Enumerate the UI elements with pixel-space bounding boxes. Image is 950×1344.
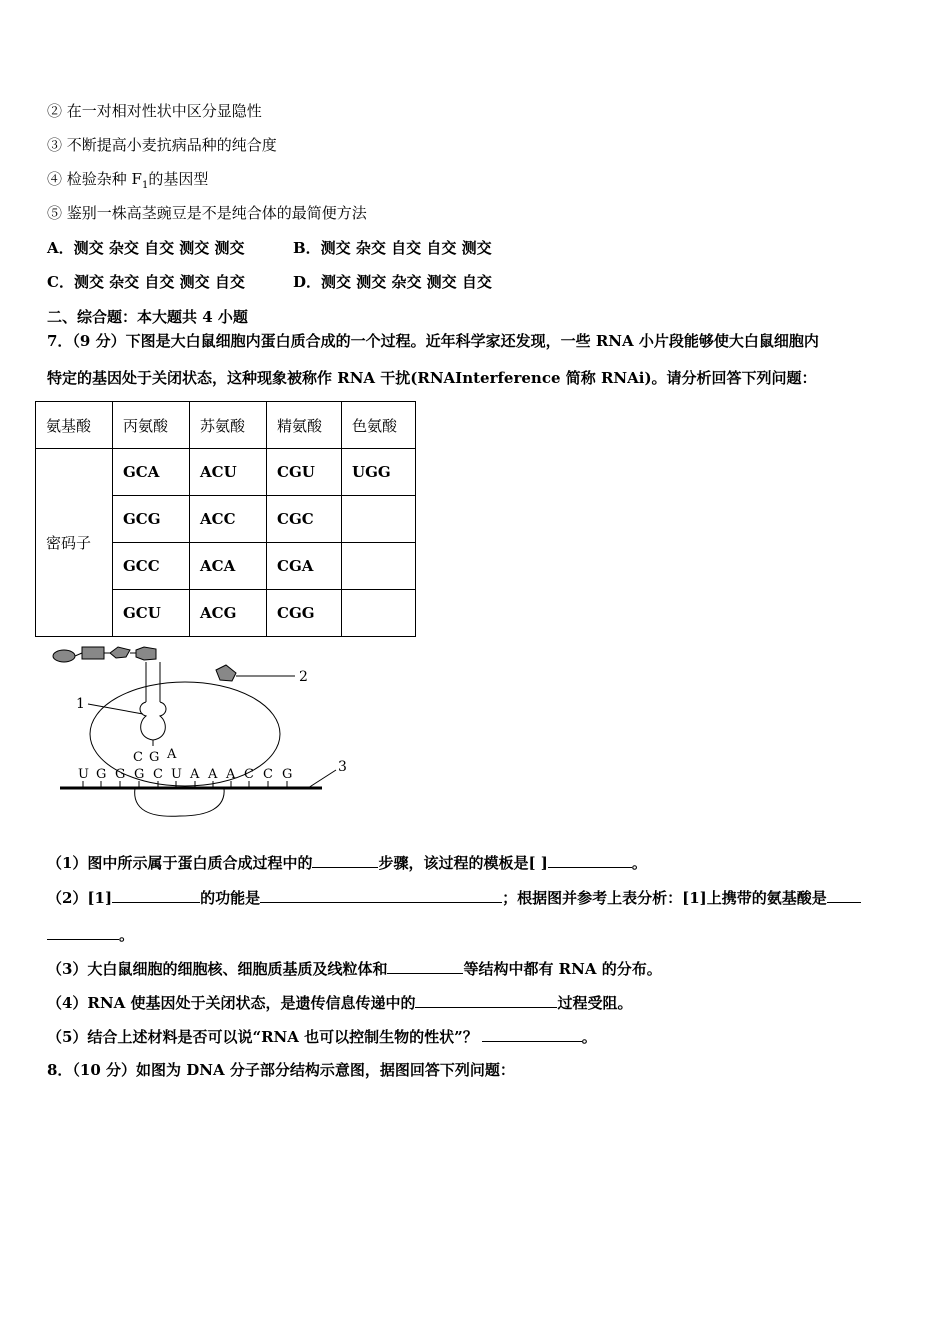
table-row — [36, 449, 416, 496]
codon-cell: ACC — [190, 496, 267, 543]
q7-sub5-text: （5）结合上述材料是否可以说“RNA 也可以控制生物的性状”？ — [47, 1028, 478, 1046]
answer-blank[interactable] — [827, 886, 861, 903]
q7-sub3-text: （3）大白鼠细胞的细胞核、细胞质基质及线粒体和 — [47, 960, 388, 978]
q7-sub2 — [47, 886, 861, 908]
q7-sub2-text: （2）[1] — [47, 889, 113, 907]
q7-intro-line2: 特定的基因处于关闭状态，这种现象被称作 RNA 干扰(RNAInterference 简称 RNAi)。请分析回答下列问题： — [47, 369, 817, 387]
mrna-base: U — [171, 767, 182, 782]
choice-c: C．测交 杂交 自交 测交 自交 — [47, 273, 245, 291]
codon-cell: GCA — [113, 449, 190, 496]
option-5: ⑤ 鉴别一株高茎豌豆是不是纯合体的最简便方法 — [47, 204, 367, 222]
q7-sub5 — [47, 1025, 597, 1047]
q7-sub4-text: （4）RNA 使基因处于关闭状态，是遗传信息传递中的 — [47, 994, 416, 1012]
q7-intro-line1: 7．（9 分）下图是大白鼠细胞内蛋白质合成的一个过程。近年科学家还发现，一些 RNA 小片段能够使大白鼠细胞内 — [47, 332, 819, 350]
choice-d: D．测交 测交 杂交 测交 自交 — [293, 273, 492, 291]
codon-cell: CGC — [267, 496, 342, 543]
answer-blank[interactable] — [482, 1025, 582, 1042]
label-1-leader — [88, 704, 143, 714]
choice-b: B．测交 杂交 自交 自交 测交 — [293, 239, 492, 257]
codon-cell: CGU — [267, 449, 342, 496]
q7-sub4 — [47, 991, 633, 1013]
amino-acid-shape — [136, 647, 156, 660]
header-cell: 丙氨酸 — [113, 402, 190, 449]
codon-cell: ACA — [190, 543, 267, 590]
peptide-chain — [53, 647, 156, 662]
option-2: ② 在一对相对性状中区分显隐性 — [47, 102, 262, 120]
answer-blank[interactable] — [387, 957, 463, 974]
option-4-text: ④ 检验杂种 F — [47, 170, 142, 188]
anticodon-base: C — [133, 750, 143, 765]
codon-cell: UGG — [342, 449, 416, 496]
q7-sub1 — [47, 851, 647, 873]
row-label-cell: 密码子 — [36, 449, 113, 637]
codon-cell — [342, 543, 416, 590]
option-4-suffix: 的基因型 — [148, 170, 209, 188]
anticodon — [133, 747, 177, 765]
q7-sub2-cont — [47, 923, 134, 945]
answer-blank[interactable] — [548, 851, 632, 868]
header-cell: 氨基酸 — [36, 402, 113, 449]
answer-blank[interactable] — [47, 923, 119, 940]
mrna-base: C — [244, 767, 254, 782]
label-2: 2 — [299, 669, 308, 685]
amino-acid-shape — [53, 650, 75, 662]
q7-sub3-text2: 等结构中都有 RNA 的分布。 — [463, 960, 662, 978]
amino-acid-shape — [110, 647, 130, 658]
ribosome-small-subunit — [135, 788, 224, 816]
answer-blank[interactable] — [112, 886, 200, 903]
label-1: 1 — [76, 696, 85, 712]
mrna-base: G — [115, 767, 126, 782]
translation-diagram — [40, 640, 360, 820]
mrna-base: A — [226, 767, 236, 782]
q7-sub2-end: 。 — [119, 926, 135, 944]
codon-cell: CGG — [267, 590, 342, 637]
q7-sub1-end: 。 — [631, 854, 647, 872]
codon-cell: CGA — [267, 543, 342, 590]
peptide-bond — [75, 653, 82, 656]
mrna-bases — [78, 767, 292, 782]
codon-cell: ACU — [190, 449, 267, 496]
codon-cell: GCC — [113, 543, 190, 590]
amino-acid-shape — [82, 647, 104, 659]
mrna-base: C — [263, 767, 273, 782]
free-amino-acid — [216, 665, 236, 681]
answer-blank[interactable] — [415, 991, 557, 1008]
header-cell: 色氨酸 — [342, 402, 416, 449]
q7-sub2-text2: 的功能是 — [200, 889, 261, 907]
f1-subscript: 1 — [141, 180, 149, 191]
codon-cell — [342, 590, 416, 637]
label-3-leader — [308, 770, 336, 788]
mrna-base: A — [208, 767, 218, 782]
mrna-base: G — [134, 767, 145, 782]
label-3: 3 — [338, 759, 347, 775]
q7-sub1-text: （1）图中所示属于蛋白质合成过程中的 — [47, 854, 313, 872]
q7-sub3 — [47, 957, 662, 979]
answer-blank[interactable] — [260, 886, 502, 903]
option-3: ③ 不断提高小麦抗病品种的纯合度 — [47, 136, 277, 154]
choice-a — [47, 238, 245, 258]
header-cell: 精氨酸 — [267, 402, 342, 449]
trna-loop — [140, 702, 166, 740]
mrna-base: C — [153, 767, 163, 782]
codon-table — [35, 401, 416, 637]
anticodon-base: A — [167, 747, 177, 762]
header-cell: 苏氨酸 — [190, 402, 267, 449]
table-header-row — [36, 402, 416, 449]
answer-blank[interactable] — [312, 851, 378, 868]
codon-cell: GCG — [113, 496, 190, 543]
codon-cell: ACG — [190, 590, 267, 637]
codon-cell — [342, 496, 416, 543]
codon-cell: GCU — [113, 590, 190, 637]
q7-sub1-text2: 步骤，该过程的模板是[ ] — [378, 854, 548, 872]
q8-intro: 8．（10 分）如图为 DNA 分子部分结构示意图，据图回答下列问题： — [47, 1061, 515, 1079]
anticodon-base: G — [149, 750, 160, 765]
q7-sub2-text3: ；根据图并参考上表分析：[1]上携带的氨基酸是 — [502, 889, 827, 907]
mrna-base: A — [190, 767, 200, 782]
trna — [140, 662, 166, 746]
section-title: 二、综合题：本大题共 4 小题 — [47, 308, 248, 326]
choice-a-text: A．测交 杂交 自交 测交 测交 — [47, 239, 245, 257]
mrna-base: G — [96, 767, 107, 782]
mrna-base: G — [282, 767, 293, 782]
q7-sub5-end: 。 — [581, 1028, 597, 1046]
mrna-base: U — [78, 767, 89, 782]
q7-sub4-text2: 过程受阻。 — [557, 994, 633, 1012]
option-4 — [47, 169, 208, 196]
